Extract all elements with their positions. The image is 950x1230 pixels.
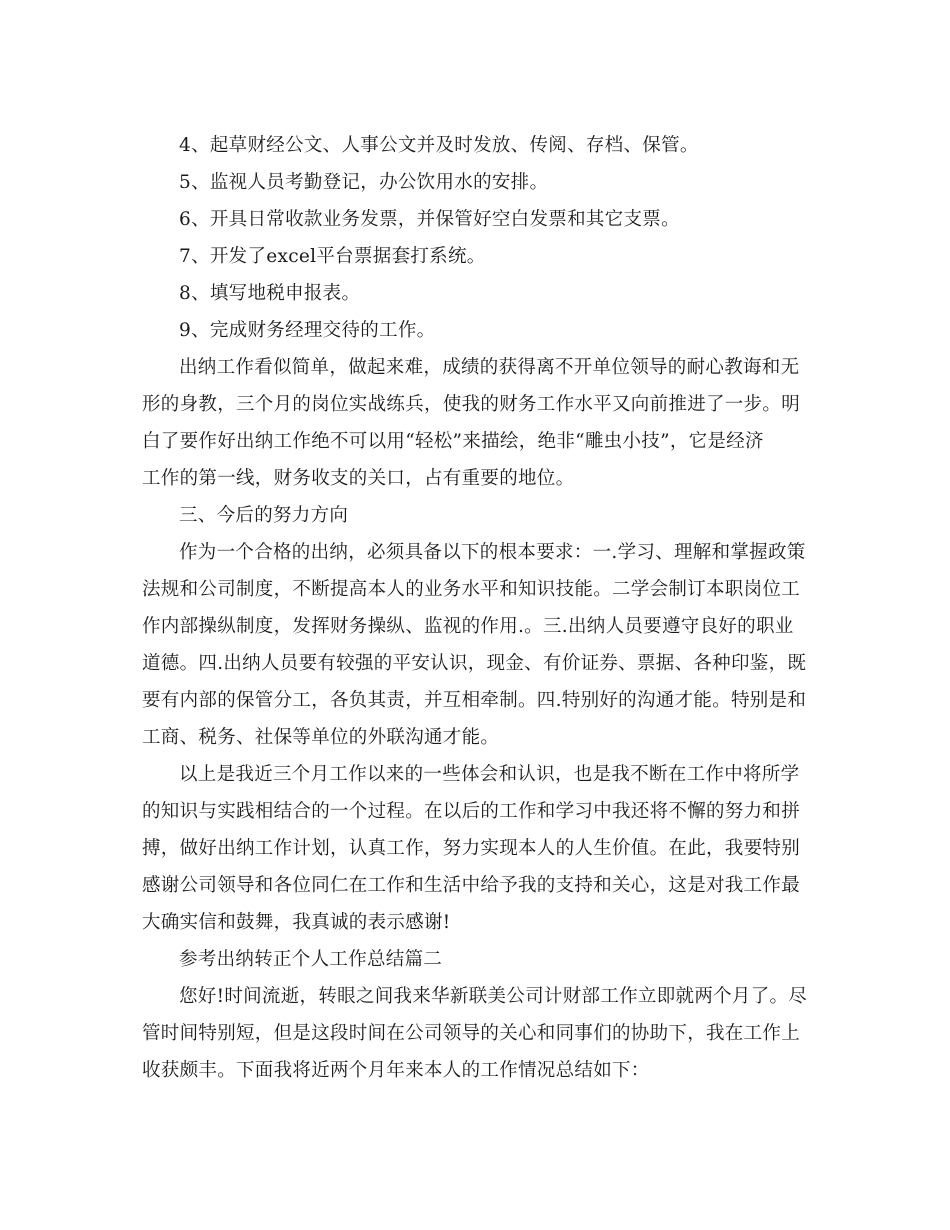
document-page <box>142 127 812 1089</box>
paragraph-line: 的知识与实践相结合的一个过程。在以后的工作和学习中我还将不懈的努力和拼 <box>142 801 801 822</box>
paragraph-line: 法规和公司制度，不断提高本人的业务水平和知识技能。二学会制订本职岗位工 <box>142 579 801 600</box>
paragraph-line: 大确实信和鼓舞，我真诚的表示感谢! <box>142 912 451 933</box>
section-heading: 三、今后的努力方向 <box>179 505 349 526</box>
paragraph-line: 道德。四.出纳人员要有较强的平安认识，现金、有价证券、票据、各种印鉴，既 <box>142 653 807 674</box>
list-item: 9、完成财务经理交待的工作。 <box>179 320 436 341</box>
paragraph-line: 收获颇丰。下面我将近两个月年来本人的工作情况总结如下： <box>142 1060 650 1081</box>
list-item: 8、填写地税申报表。 <box>179 283 361 304</box>
paragraph-line: 工商、税务、社保等单位的外联沟通才能。 <box>142 727 500 748</box>
paragraph-line: 感谢公司领导和各位同仁在工作和生活中给予我的支持和关心，这是对我工作最 <box>142 875 801 896</box>
paragraph-line: 出纳工作看似简单，做起来难，成绩的获得离不开单位领导的耐心教诲和无 <box>179 357 800 378</box>
paragraph-requirements <box>142 534 812 756</box>
list-item: 5、监视人员考勤登记，办公饮用水的安排。 <box>179 172 549 193</box>
paragraph-line: 搏，做好出纳工作计划，认真工作，努力实现本人的人生价值。在此，我要特别 <box>142 838 801 859</box>
paragraph-line: 工作的第一线，财务收支的关口，占有重要的地位。 <box>142 468 575 489</box>
list-item: 6、开具日常收款业务发票，并保管好空白发票和其它支票。 <box>179 209 680 230</box>
paragraph-line: 作内部操纵制度，发挥财务操纵、监视的作用.。三.出纳人员要遵守良好的职业 <box>142 616 794 637</box>
article-title: 参考出纳转正个人工作总结篇二 <box>179 949 443 970</box>
paragraph-line: 形的身教，三个月的岗位实战练兵，使我的财务工作水平又向前推进了一步。明 <box>142 394 801 415</box>
paragraph-line: 管时间特别短，但是这段时间在公司领导的关心和同事们的协助下，我在工作上 <box>142 1023 801 1044</box>
list-item: 7、开发了excel平台票据套打系统。 <box>179 246 486 267</box>
paragraph-line: 白了要作好出纳工作绝不可以用“轻松”来描绘，绝非“雕虫小技”，它是经济 <box>142 431 764 452</box>
paragraph-line: 您好!时间流逝，转眼之间我来华新联美公司计财部工作立即就两个月了。尽 <box>179 986 808 1007</box>
paragraph-line: 以上是我近三个月工作以来的一些体会和认识，也是我不断在工作中将所学 <box>179 764 800 785</box>
paragraph-cashier-work <box>142 349 812 497</box>
paragraph-line: 要有内部的保管分工，各负其责，并互相牵制。四.特别好的沟通才能。特别是和 <box>142 690 807 711</box>
list-item: 4、起草财经公文、人事公文并及时发放、传阅、存档、保管。 <box>179 135 699 156</box>
paragraph-line: 作为一个合格的出纳，必须具备以下的根本要求：一.学习、理解和掌握政策 <box>179 542 806 563</box>
paragraph-conclusion <box>142 756 812 941</box>
paragraph-greeting <box>142 978 812 1089</box>
